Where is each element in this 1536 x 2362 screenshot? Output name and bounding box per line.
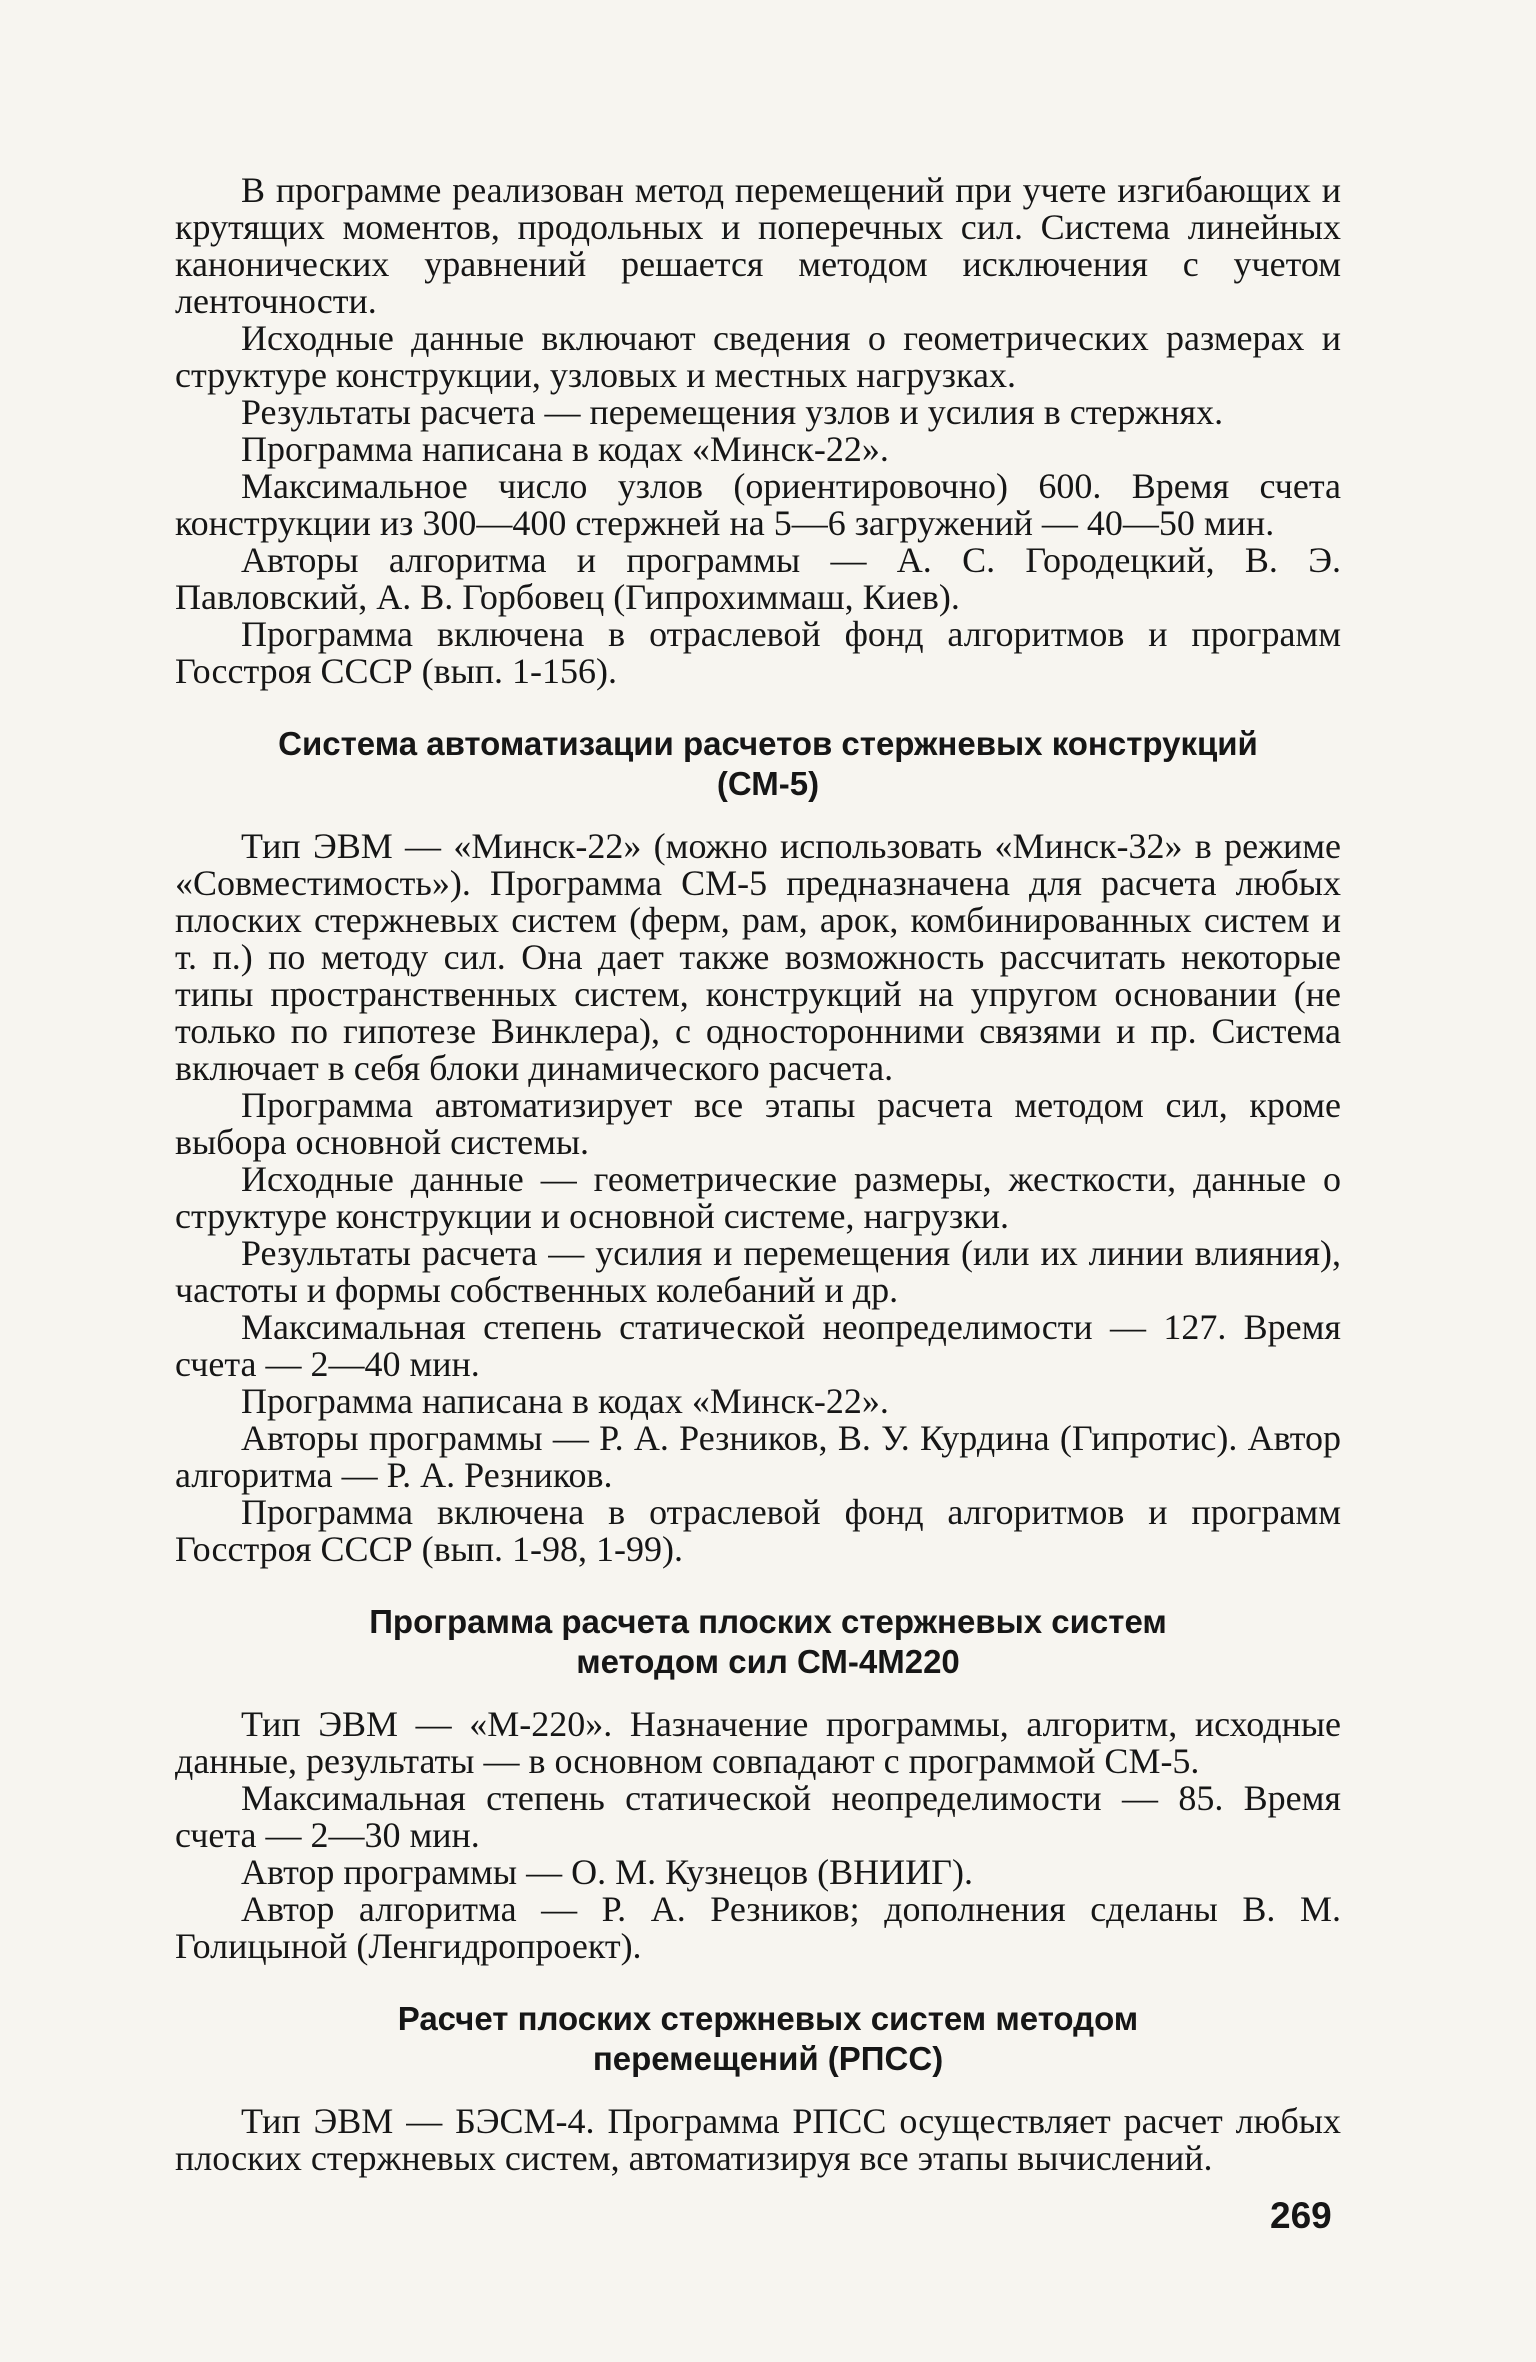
paragraph: Тип ЭВМ — «М-220». Назначение программы, алгоритм, исходные данные, результаты — в основном совпадают с программой СМ-5. bbox=[175, 1704, 1341, 1781]
paragraph: Исходные данные включают сведения о геометрических размерах и структуре конструкции, узловых и местных нагрузках. bbox=[175, 318, 1341, 395]
paragraph: Максимальное число узлов (ориентировочно) 600. Время счета конструкции из 300—400 стержней на 5—6 загружений — 40—50 мин. bbox=[175, 466, 1341, 543]
section-rpss bbox=[175, 1999, 1341, 2177]
section-sm5 bbox=[175, 724, 1341, 1568]
heading-line: Программа расчета плоских стержневых систем bbox=[369, 1603, 1167, 1640]
paragraph: Программа автоматизирует все этапы расчета методом сил, кроме выбора основной системы. bbox=[175, 1085, 1341, 1162]
heading-line: методом сил СМ-4М220 bbox=[576, 1643, 960, 1680]
section-heading bbox=[175, 1999, 1341, 2079]
paragraph: Программа написана в кодах «Минск-22». bbox=[241, 429, 889, 469]
page-number: 269 bbox=[1270, 2195, 1332, 2236]
paragraph: В программе реализован метод перемещений при учете изгибающих и крутящих моментов, продольных и поперечных сил. Система линейных канонических уравнений решается методом исключения с учетом ленточности. bbox=[175, 170, 1341, 321]
section-heading bbox=[175, 1602, 1341, 1682]
paragraph: Тип ЭВМ — БЭСМ-4. Программа РПСС осуществляет расчет любых плоских стержневых систем, автоматизируя все этапы вычислений. bbox=[175, 2101, 1341, 2178]
paragraph: Максимальная степень статической неопределимости — 85. Время счета — 2—30 мин. bbox=[175, 1778, 1341, 1855]
paragraph: Программа написана в кодах «Минск-22». bbox=[241, 1381, 889, 1421]
paragraph: Программа включена в отраслевой фонд алгоритмов и программ Госстроя СССР (вып. 1-156). bbox=[175, 614, 1341, 691]
heading-line: Система автоматизации расчетов стержневых конструкций bbox=[278, 725, 1258, 762]
section-heading bbox=[175, 724, 1341, 804]
paragraph: Программа включена в отраслевой фонд алгоритмов и программ Госстроя СССР (вып. 1-98, 1-99). bbox=[175, 1492, 1341, 1569]
heading-line: Расчет плоских стержневых систем методом bbox=[397, 2000, 1139, 2037]
paragraph: Результаты расчета — перемещения узлов и усилия в стержнях. bbox=[241, 392, 1224, 432]
paragraph: Автор алгоритма — Р. А. Резников; дополнения сделаны В. М. Голицыной (Ленгидропроект). bbox=[175, 1889, 1341, 1966]
intro-section bbox=[175, 172, 1341, 690]
heading-line: перемещений (РПСС) bbox=[592, 2040, 944, 2077]
paragraph: Исходные данные — геометрические размеры, жесткости, данные о структуре конструкции и основной системе, нагрузки. bbox=[175, 1159, 1341, 1236]
paragraph: Максимальная степень статической неопределимости — 127. Время счета — 2—40 мин. bbox=[175, 1307, 1341, 1384]
paragraph: Результаты расчета — усилия и перемещения (или их линии влияния), частоты и формы собственных колебаний и др. bbox=[175, 1233, 1341, 1310]
paragraph: Тип ЭВМ — «Минск-22» (можно использовать «Минск-32» в режиме «Совместимость»). Программа СМ-5 предназначена для расчета любых плоских стержневых систем (ферм, рам, арок, комбинированных систем и т. п.) по методу сил. Она дает также возможность рассчитать некоторые типы пространственных систем, конструкций на упругом основании (не только по гипотезе Винклера), с односторонними связями и пр. Система включает в себя блоки динамического расчета. bbox=[175, 826, 1341, 1088]
heading-line: (СМ-5) bbox=[716, 765, 820, 802]
paragraph: Авторы алгоритма и программы — А. С. Городецкий, В. Э. Павловский, А. В. Горбовец (Гипрохиммаш, Киев). bbox=[175, 540, 1341, 617]
section-sm4m220 bbox=[175, 1602, 1341, 1965]
paragraph: Автор программы — О. М. Кузнецов (ВНИИГ). bbox=[241, 1852, 973, 1892]
paragraph: Авторы программы — Р. А. Резников, В. У. Курдина (Гипротис). Автор алгоритма — Р. А. Резников. bbox=[175, 1418, 1341, 1495]
